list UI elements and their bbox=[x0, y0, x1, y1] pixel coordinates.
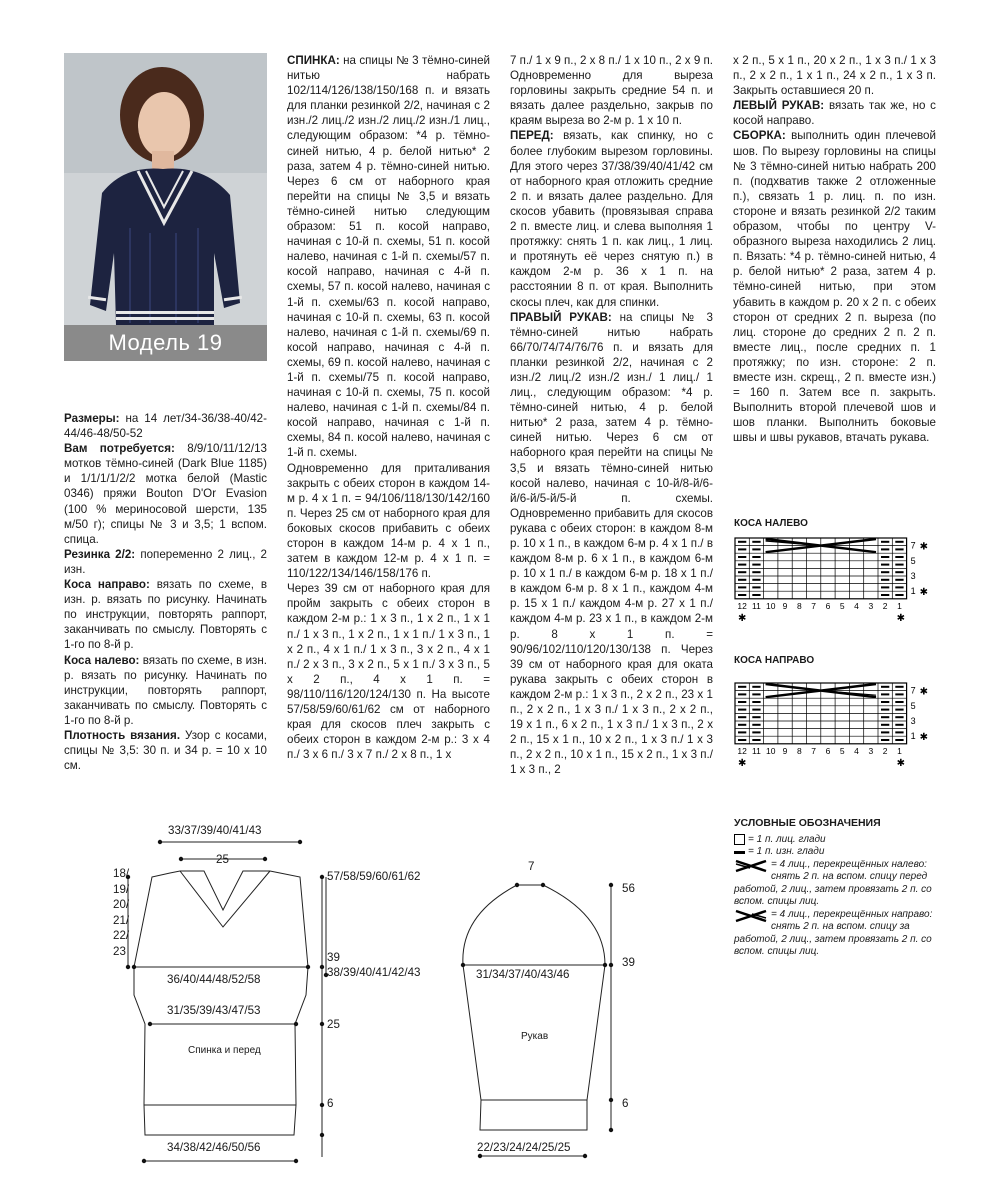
col-number: 7 bbox=[811, 745, 817, 756]
purl-mark bbox=[738, 571, 746, 573]
back-heading: СПИНКА: bbox=[287, 54, 340, 67]
purl-mark bbox=[738, 731, 746, 733]
knit-symbol-icon bbox=[734, 834, 745, 845]
purl-mark bbox=[752, 693, 760, 695]
col-number: 10 bbox=[766, 745, 776, 756]
col-number: 2 bbox=[882, 600, 888, 611]
star-mark: ✱ bbox=[896, 612, 905, 624]
row-number: 3 bbox=[910, 716, 916, 726]
col-number: 10 bbox=[766, 600, 776, 611]
assembly-text: выполнить один плечевой шов. По вырезу горловины на спицы № 3 тёмно-синей нитью набрать 200 п. (подхватив также 2 отложенные п.), связать 1 р. лиц. п. по изн. стороне и вязать резинкой 2/2 таким образом, чтобы по центру V-образного выреза находились 2 лиц. п. Вязать: *4 р. тёмно-синей нитью, 4 р. белой нитью* 2 раза, затем 4 р. тёмно-синей нитью, при этом убавить в каждом р. 20 х 2 п. с обеих сторон от средних 2 п. выреза (по лиц. стороне до средних 2 п. 2 п. вместе лиц., после средних п. 1 протяжку; по изн. стороне: 2 п. вместе изн. скрещ., 2 п. вместе изн.) = 160 п. Затем все п. закрыть. Выполнить второй плечевой шов и шов планки. Выполнить боковые швы и швы рукавов, втачать рукава. bbox=[733, 129, 936, 445]
row-number: 3 bbox=[910, 571, 916, 581]
neck-depth-6: 23 bbox=[113, 944, 126, 958]
assembly-column bbox=[733, 53, 936, 445]
purl-mark bbox=[752, 548, 760, 550]
purl-mark bbox=[738, 541, 746, 543]
body-label: Спинка и перед bbox=[188, 1045, 261, 1056]
purl-mark bbox=[752, 701, 760, 703]
cable-left-chart-title: КОСА НАЛЕВО bbox=[734, 518, 808, 529]
purl-mark bbox=[881, 564, 889, 566]
legend-cross-right bbox=[734, 909, 944, 959]
purl-mark bbox=[752, 564, 760, 566]
purl-mark bbox=[881, 716, 889, 718]
sleeve-top-width: 7 bbox=[528, 860, 535, 873]
legend-title: УСЛОВНЫЕ ОБОЗНАЧЕНИЯ bbox=[734, 817, 881, 829]
density-text: Узор с косами, спицы № 3,5: 30 п. и 34 р. = 10 х 10 см. bbox=[64, 728, 267, 773]
col-number: 4 bbox=[854, 600, 859, 611]
model-photo bbox=[64, 53, 267, 361]
cable-left-heading: Коса налево: bbox=[64, 653, 140, 667]
neck-depth-2: 19/ bbox=[113, 882, 130, 896]
sleeve-cuff-width: 22/23/24/24/25/25 bbox=[477, 1141, 571, 1154]
purl-mark bbox=[738, 548, 746, 550]
col-number: 6 bbox=[825, 745, 831, 756]
col-number: 6 bbox=[825, 600, 831, 611]
front-text: вязать, как спинку, но с более глубоким вырезом горловины. Для этого через 37/38/39/40/41/42 см от наборного края отложить средние 2 п. и вязать далее раздельно. Для скосов убавить (провязывая справа 2 п. вместе лиц. и слева выполняя 1 протяжку: снять 1 п. как лиц., 1 лиц. и протянуть её через снятую п.) в каждом 2-м р. 36 х 1 п. на расстоянии 8 п. от края. Выполнить скосы плеч, как для спинки. bbox=[510, 129, 713, 309]
front-heading: ПЕРЕД: bbox=[510, 129, 554, 143]
sizes-heading: Размеры: bbox=[64, 412, 120, 425]
star-mark: ✱ bbox=[919, 732, 928, 744]
col-number: 7 bbox=[811, 600, 817, 611]
purl-mark bbox=[881, 693, 889, 695]
star-mark: ✱ bbox=[919, 541, 928, 553]
sleeve-width: 31/34/37/40/43/46 bbox=[476, 968, 570, 981]
cable-right-heading: Коса направо: bbox=[64, 578, 150, 592]
col-number: 11 bbox=[752, 745, 761, 756]
col-number: 3 bbox=[868, 600, 874, 611]
waist-width: 31/35/39/43/47/53 bbox=[167, 1004, 261, 1017]
row-number: 7 bbox=[910, 685, 916, 696]
back-column bbox=[287, 53, 490, 762]
purl-mark bbox=[881, 709, 889, 711]
hem-width: 34/38/42/46/50/56 bbox=[167, 1141, 261, 1154]
back-text-1: на спицы № 3 тёмно-синей нитью набрать 102/114/126/138/150/168 п. и вязать для планки резинкой 2/2, начиная с 2 изн./2 лиц./2 изн./2 лиц./2 изн./1 лиц., следующим образом: *4 р. тёмно-синей нитью, 4 р. белой нитью* 2 раза, затем 4 р. тёмно-синей нитью. Через 6 см от наборного края перейти на спицы № 3,5 и вязать тёмно-синей нитью следующим образом: 51 п. косой направо, начиная с 10-й п. схемы, 51 п. косой налево, начиная с 1-й п. схемы/57 п. косой направо, начиная с 4-й п. схемы, 57 п. косой налево, начиная с 1-й п. схемы/63 п. косой направо, начиная с 10-й п. схемы, 63 п. косой налево, начиная с 1-й п. схемы/69 п. косой направо, начиная с 4-й п. схемы, 69 п. косой налево, начиная с 1-й п. схемы/75 п. косой направо, начиная с 10-й п. схемы, 75 п. косой налево, начиная с 1-й п. схемы/84 п. косой направо, начиная с 1-й п. схемы, 84 п. косой налево, начиная с 1-й п. схемы. bbox=[287, 54, 490, 460]
purl-mark bbox=[752, 556, 760, 558]
purl-mark bbox=[881, 594, 889, 596]
sleeve-cuff-height: 6 bbox=[622, 1097, 629, 1110]
back-text-3: Через 39 см от наборного края для пройм закрыть с обеих сторон в каждом 2-м р.: 1 х 3 п., 1 х 2 п., 1 х 1 п./ 1 х 3 п., 1 х 2 п., 1 х 1 п./ 1 х 3 п., 1 х 2 п., 4 х 1 п./ 1 х 3 п., 3 х 2 п., 4 х 1 п./ 2 х 3 п., 3 х 2 п., 5 х 1 п./ 3 х 3 п., 5 х 2 п., 4 х 1 п. = 98/110/116/120/124/130 п. На высоте 57/58/59/60/61/62 см от наборного края для скосов плеч закрыть с обеих сторон в каждом 2-м р.: 3 х 4 п./ 3 х 6 п./ 3 х 7 п./ 2 х 8 п., 1 х bbox=[287, 582, 490, 762]
cable-right-chart-title: КОСА НАПРАВО bbox=[734, 655, 815, 666]
density-heading: Плотность вязания. bbox=[64, 728, 181, 742]
purl-symbol-icon bbox=[734, 851, 745, 854]
total-height: 57/58/59/60/61/62 bbox=[327, 870, 421, 883]
purl-mark bbox=[895, 571, 903, 573]
purl-mark bbox=[895, 731, 903, 733]
purl-mark bbox=[752, 571, 760, 573]
right-sleeve-text: на спицы № 3 тёмно-синей нитью набрать 66/70/74/74/76/76 п. и вязать для планки резинкой 2/2, начиная с 2 изн./2 лиц./2 изн./2 изн./ 1 лиц./ 1 лиц., следующим образом: *4 р. тёмно-синей нитью, 4 р. белой нитью* 2 раза, затем 4 р. тёмно-синей нитью. Через 6 см от наборного края перейти на спицы № 3,5 и вязать тёмно-синей нитью косой налево, начиная с 10-й/8-й/6-й/6-й/5-й/5-й п. схемы. Одновременно прибавить для скосов рукава с обеих сторон: в каждом 8-м р. 10 х 1 п., в каждом 6-м р. 4 х 1 п./ в каждом 8-м р. 6 х 1 п., в каждом 6-м р. 10 х 1 п./ в каждом 6-м р. 18 х 1 п./ в каждом 6-м р. 8 х 1 п., каждом 4-м р. 15 х 1 п./ каждом 4-м р. 27 х 1 п./ каждом 4-м р. 23 х 1 п., в каждом 2-м р. 8 х 1 п. = 90/96/102/110/120/130/138 п. Через 39 см от наборного края для оката рукава закрыть с обеих сторон в каждом 2-м р.: 1 х 3 п., 2 х 2 п., 23 х 1 п., 2 х 2 п., 1 х 3 п./ 1 х 3 п., 2 х 2 п., 19 х 1 п., 6 х 2 п., 1 х 3 п./ 1 х 3 п., 2 х 2 п., 15 х 1 п., 10 х 2 п., 1 х 3 п./ 1 х 3 п., 2 х 2 п., 10 х 1 п., 15 х 2 п., 1 х 3 п./ 1 х 3 п., 2 bbox=[510, 310, 713, 777]
neck-width: 25 bbox=[216, 853, 229, 866]
purl-mark bbox=[895, 556, 903, 558]
purl-mark bbox=[895, 541, 903, 543]
legend-knit-text: = 1 п. лиц. глади bbox=[748, 833, 826, 845]
purl-mark bbox=[752, 541, 760, 543]
sleeve-total-height: 56 bbox=[622, 882, 635, 895]
waist-height: 25 bbox=[327, 1018, 340, 1031]
col-number: 4 bbox=[854, 745, 859, 756]
sleeve-continued-text: х 2 п., 5 х 1 п., 20 х 2 п., 1 х 3 п./ 1 х 3 п., 2 х 2 п., 1 х 1 п., 24 х 2 п., 1 х 3 п. Закрыть оставшиеся 20 п. bbox=[733, 54, 936, 98]
row-number: 5 bbox=[910, 555, 916, 566]
neck-start-height: 38/39/40/41/42/43 bbox=[327, 966, 421, 979]
col-number: 5 bbox=[839, 600, 845, 611]
star-mark: ✱ bbox=[738, 612, 747, 624]
purl-mark bbox=[752, 739, 760, 741]
purl-mark bbox=[752, 709, 760, 711]
col-number: 9 bbox=[782, 600, 788, 611]
purl-mark bbox=[895, 701, 903, 703]
legend-purl-text: = 1 п. изн. глади bbox=[748, 846, 825, 857]
purl-mark bbox=[738, 716, 746, 718]
col-number: 8 bbox=[796, 600, 802, 611]
sweater-model-image bbox=[64, 53, 267, 361]
purl-mark bbox=[895, 586, 903, 588]
star-mark: ✱ bbox=[738, 757, 747, 769]
legend-cross-left-text: = 4 лиц., перекрещённых налево: снять 2 п. на вспом. спицу перед работой, 2 лиц., затем провязать 2 п. со вспом. спицы лиц. bbox=[734, 858, 932, 907]
purl-mark bbox=[895, 716, 903, 718]
purl-mark bbox=[895, 709, 903, 711]
front-sleeve-column bbox=[510, 53, 713, 778]
purl-mark bbox=[738, 556, 746, 558]
cable-right-text: вязать по схеме, в изн. р. вязать по рисунку. Начинать по инструкции, повторять раппорт, заканчивать по смыслу. Повторять с 1-го по 8-й р. bbox=[64, 578, 267, 652]
row-number: 5 bbox=[910, 700, 916, 711]
neck-depth-1: 18/ bbox=[113, 867, 130, 880]
purl-mark bbox=[881, 686, 889, 688]
legend-purl bbox=[734, 846, 944, 859]
purl-mark bbox=[738, 564, 746, 566]
model-caption: Модель 19 bbox=[64, 325, 267, 361]
col-number: 9 bbox=[782, 745, 788, 756]
row-number: 1 bbox=[910, 586, 916, 597]
purl-mark bbox=[881, 724, 889, 726]
armhole-height: 39 bbox=[327, 951, 340, 964]
col-number: 1 bbox=[897, 600, 902, 611]
col-number: 1 bbox=[897, 745, 902, 756]
purl-mark bbox=[752, 724, 760, 726]
right-sleeve-heading: ПРАВЫЙ РУКАВ: bbox=[510, 310, 612, 324]
materials-text: 8/9/10/11/12/13 мотков тёмно-синей (Dark Blue 1185) и 1/1/1/1/2/2 мотка белой (Mastic 0346) пряжи Bouton D'Or Evasion (100 % мериносовой шерсти, 135 м/50 г); спицы № 3 и 3,5; 1 вспом. спица. bbox=[64, 442, 267, 546]
purl-mark bbox=[752, 686, 760, 688]
star-mark: ✱ bbox=[919, 587, 928, 599]
sleeve-schematic bbox=[455, 860, 635, 1180]
purl-mark bbox=[738, 579, 746, 581]
star-mark: ✱ bbox=[896, 757, 905, 769]
purl-mark bbox=[895, 739, 903, 741]
purl-mark bbox=[881, 701, 889, 703]
rib-heading: Резинка 2/2: bbox=[64, 547, 136, 561]
purl-mark bbox=[738, 701, 746, 703]
purl-mark bbox=[895, 724, 903, 726]
cable-left-chart bbox=[733, 536, 943, 626]
sleeve-label: Рукав bbox=[521, 1031, 549, 1042]
bust-width: 36/40/44/48/52/58 bbox=[167, 973, 261, 986]
cable-left-text: вязать по схеме, в изн. р. вязать по рисунку. Начинать по инструкции, повторять раппорт, заканчивать по смыслу. Повторять с 1-го по 8-й р. bbox=[64, 653, 267, 727]
col-number: 5 bbox=[839, 745, 845, 756]
left-column bbox=[64, 411, 267, 773]
purl-mark bbox=[738, 724, 746, 726]
purl-mark bbox=[881, 731, 889, 733]
legend bbox=[734, 817, 944, 959]
purl-mark bbox=[738, 686, 746, 688]
legend-cross-left bbox=[734, 859, 944, 909]
purl-mark bbox=[895, 594, 903, 596]
neck-depth bbox=[113, 866, 129, 960]
materials-heading: Вам потребуется: bbox=[64, 442, 175, 456]
sizes-text: на 14 лет/34-36/38-40/42-44/46-48/50-52 bbox=[64, 412, 267, 441]
legend-cross-right-text: = 4 лиц., перекрещённых направо: снять 2 п. на вспом. спицу за работой, 2 лиц., затем провязать 2 п. со вспом. спицы лиц. bbox=[734, 908, 933, 957]
purl-mark bbox=[738, 739, 746, 741]
purl-mark bbox=[881, 579, 889, 581]
purl-mark bbox=[881, 739, 889, 741]
purl-mark bbox=[881, 541, 889, 543]
purl-mark bbox=[895, 686, 903, 688]
assembly-heading: СБОРКА: bbox=[733, 129, 786, 143]
body-schematic bbox=[100, 815, 450, 1175]
legend-knit bbox=[734, 834, 944, 847]
purl-mark bbox=[752, 586, 760, 588]
neck-depth-4: 21/ bbox=[113, 913, 130, 927]
neck-depth-3: 20/ bbox=[113, 898, 130, 912]
col-number: 8 bbox=[796, 745, 802, 756]
star-mark: ✱ bbox=[919, 686, 928, 698]
col-number: 3 bbox=[868, 745, 874, 756]
col-number: 11 bbox=[752, 600, 761, 611]
purl-mark bbox=[881, 556, 889, 558]
purl-mark bbox=[752, 731, 760, 733]
purl-mark bbox=[895, 579, 903, 581]
back-text-2: Одновременно для приталивания закрыть с обеих сторон в каждом 14-м р. 4 х 1 п. = 94/106/118/130/142/160 п. Через 25 см от наборного края для боковых скосов прибавить с обеих сторон в каждом 14-м р. 4 х 1 п., затем в каждом 12-м р. 4 х 1 п. = 110/122/134/146/158/176 п. bbox=[287, 461, 490, 581]
col-number: 2 bbox=[882, 745, 888, 756]
back-continued-text: 7 п./ 1 х 9 п., 2 х 8 п./ 1 х 10 п., 2 х 9 п. Одновременно для выреза горловины закрыть средние 54 п. и вязать далее раздельно, закрыв по краям выреза во 2-м р. 1 х 10 п. bbox=[510, 54, 713, 128]
rib-text: попеременно 2 лиц., 2 изн. bbox=[64, 547, 268, 576]
neck-depth-5: 22/ bbox=[113, 929, 130, 943]
purl-mark bbox=[738, 594, 746, 596]
hem-height: 6 bbox=[327, 1097, 334, 1110]
cable-right-chart bbox=[733, 681, 943, 771]
cross-left-symbol-icon bbox=[734, 859, 768, 873]
body-top-width: 33/37/39/40/41/43 bbox=[168, 824, 262, 837]
purl-mark bbox=[881, 548, 889, 550]
col-number: 12 bbox=[737, 600, 747, 611]
sleeve-cap-height: 39 bbox=[622, 956, 635, 969]
purl-mark bbox=[895, 564, 903, 566]
purl-mark bbox=[738, 586, 746, 588]
left-sleeve-heading: ЛЕВЫЙ РУКАВ: bbox=[733, 99, 825, 113]
purl-mark bbox=[895, 548, 903, 550]
row-number: 7 bbox=[910, 540, 916, 551]
cross-right-symbol-icon bbox=[734, 909, 768, 923]
purl-mark bbox=[881, 571, 889, 573]
purl-mark bbox=[738, 709, 746, 711]
purl-mark bbox=[738, 693, 746, 695]
purl-mark bbox=[752, 594, 760, 596]
row-number: 1 bbox=[910, 731, 916, 742]
purl-mark bbox=[881, 586, 889, 588]
col-number: 12 bbox=[737, 745, 747, 756]
left-sleeve-text: вязать так же, но с косой направо. bbox=[733, 99, 936, 128]
purl-mark bbox=[895, 693, 903, 695]
purl-mark bbox=[752, 716, 760, 718]
purl-mark bbox=[752, 579, 760, 581]
